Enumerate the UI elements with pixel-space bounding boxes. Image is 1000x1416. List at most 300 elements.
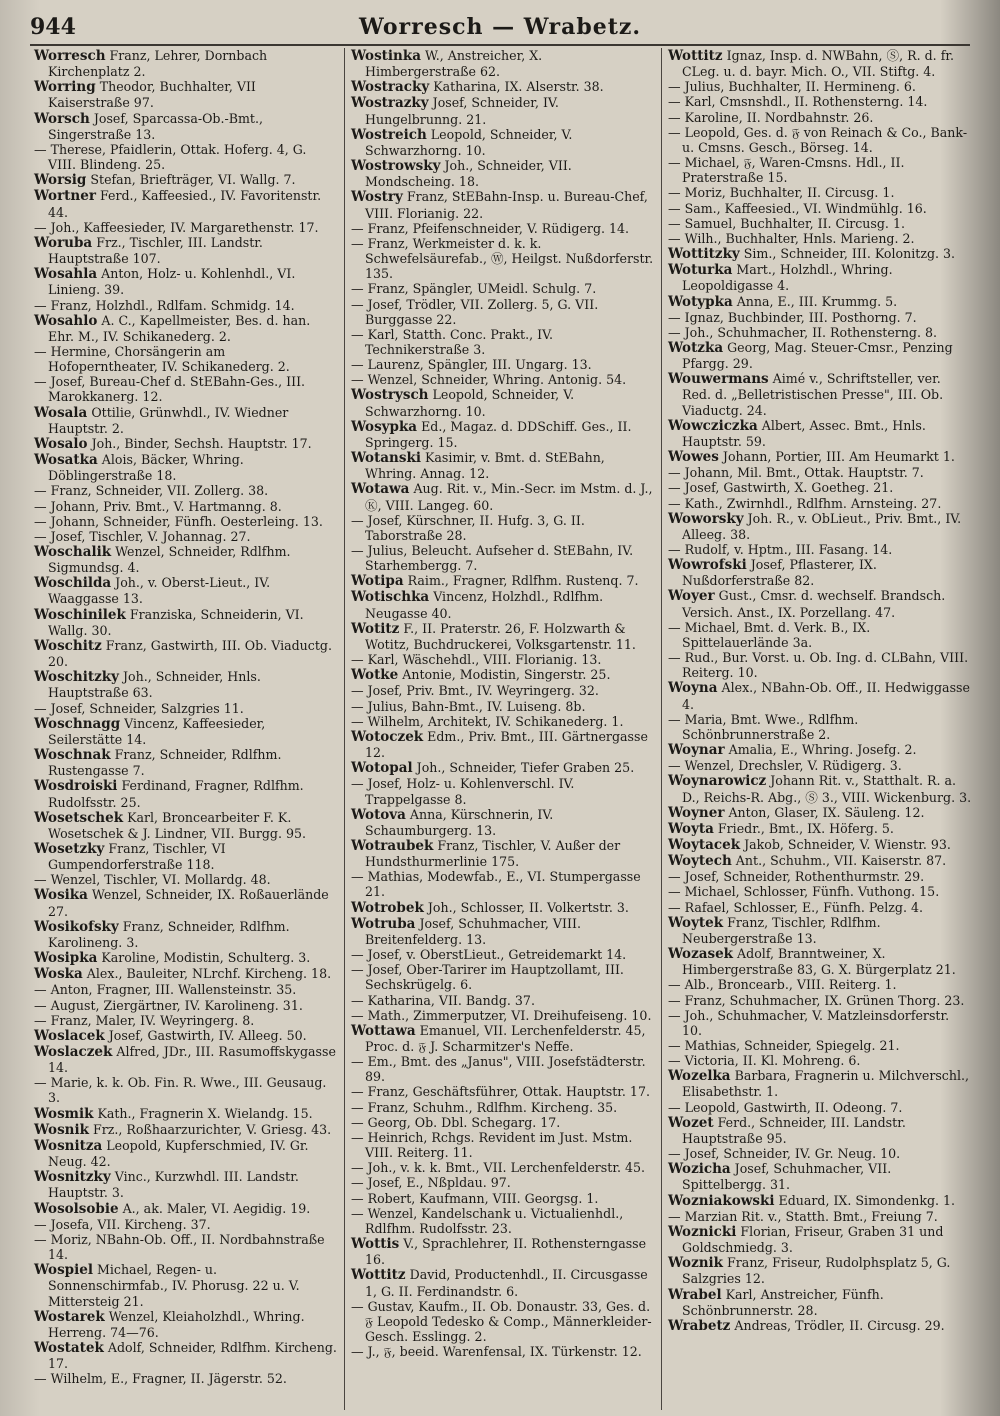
directory-entry [668,231,972,246]
entry-surname: Wotypka [668,293,733,310]
entry-details: — Wilh., Buchhalter, Hnls. Marieng. 2. [668,230,915,246]
directory-entry [668,201,972,216]
entry-details: Florian, Friseur, Graben 31 und Goldschmiedg. 3. [682,1223,944,1256]
entry-surname: Wotischka [351,589,430,606]
entry-details: — Moriz, NBahn-Ob. Off., II. Nordbahnstraße 14. [34,1231,325,1263]
entry-details: — Josef, Schneider, Salzgries 11. [34,700,244,716]
directory-entry [351,916,655,947]
directory-entry [34,79,338,110]
directory-entry [668,1209,972,1224]
entry-details: — Mathias, Modewfab., E., VI. Stumpergasse 21. [351,869,641,900]
directory-entry [351,189,655,220]
directory-entry [668,993,972,1008]
entry-details: — Marie, k. k. Ob. Fin. R. Wwe., III. Geusaug. 3. [34,1075,327,1106]
directory-entry [34,1169,338,1200]
entry-details: — Franz, Schneider, VII. Zollerg. 38. [34,483,269,499]
directory-entry [34,1340,338,1371]
directory-entry [34,919,338,950]
directory-entry [668,1318,972,1334]
entry-details: — Georg, Ob. Dbl. Schegarg. 17. [351,1114,561,1130]
directory-entry [34,701,338,716]
entry-details: Alois, Bäcker, Whring. Döblingerstraße 18. [48,452,244,484]
directory-entry [668,1255,972,1286]
entry-surname: Wottitzky [668,246,740,263]
entry-details: — Franz, Geschäftsführer, Ottak. Hauptstr. 17. [351,1084,650,1100]
entry-details: Ferdinand, Fragner, Rdlfhm. Rudolfsstr. 25. [48,778,304,810]
directory-entry [668,94,972,109]
directory-entry [668,185,972,200]
entry-details: Anton, Holz- u. Kohlenhdl., VI. Linieng. 39. [48,266,296,298]
entry-surname: Wotipa [351,573,404,590]
entry-details: Amalia, E., Whring. Josefg. 2. [728,742,917,758]
entry-details: — Math., Zimmerputzer, VI. Dreihufeiseng. 10. [351,1007,652,1023]
entry-details: Vincenz, Holzhdl., Rdlfhm. Neugasse 40. [365,589,604,621]
directory-entry [668,449,972,465]
directory-entry [351,236,655,281]
directory-entry [34,607,338,638]
directory-entry [34,529,338,544]
entry-details: A. C., Kapellmeister, Bes. d. han. Ehr. M., IV. Schikanederg. 2. [48,312,311,344]
entry-surname: Wostrazky [351,95,429,112]
entry-details: Franz, Schneider, Rdlfhm. Karolineng. 3. [48,918,290,950]
entry-details: — Wilhelm, E., Fragner, II. Jägerstr. 52. [34,1371,287,1387]
entry-details: — Michael, Bmt. d. Verk. B., IX. Spittelauerlände 3a. [668,619,871,650]
entry-details: — Johann, Priv. Bmt., V. Hartmanng. 8. [34,498,282,514]
entry-details: — Rafael, Schlosser, E., Fünfh. Pelzg. 4. [668,899,924,915]
entry-details: — Robert, Kaufmann, VIII. Georgsg. 1. [351,1190,599,1206]
directory-entry [668,125,972,155]
directory-entry [351,221,655,236]
entry-details: Eduard, IX. Simondenkg. 1. [778,1192,956,1208]
directory-entry [351,158,655,189]
entry-surname: Wotopal [351,760,413,777]
entry-details: — J., 𝔉, beeid. Warenfensal, IX. Türkenstr. 12. [351,1344,642,1360]
entry-surname: Wosika [34,887,88,904]
entry-details: Ferd., Schneider, III. Landstr. Hauptstraße 95. [682,1114,906,1146]
directory-entry [668,884,972,899]
entry-details: Johann Rit. v., Statthalt. R. a. D., Reichs-R. Abg., Ⓢ 3., VIII. Wickenburg. 3. [682,773,972,805]
entry-surname: Wotanski [351,450,421,467]
entry-details: Wenzel, Kleiaholzhdl., Whring. Herreng. 74—76. [48,1308,305,1340]
entry-surname: Wrabel [668,1286,722,1303]
entry-details: Georg, Mag. Steuer-Cmsr., Penzing Pfargg. 29. [682,339,953,372]
entry-details: — Josefa, VII. Kircheng. 37. [34,1216,211,1232]
entry-details: — Wilhelm, Architekt, IV. Schikanederg. 1. [351,713,624,729]
entry-details: — Josef, Ober-Tarirer im Hauptzollamt, III. Sechskrügelg. 6. [351,962,624,993]
entry-details: Wenzel, Schneider, IX. Roßauerlände 27. [48,887,329,919]
entry-surname: Wowrofski [668,557,747,574]
entry-details: — Karl, Wäschehdl., VIII. Florianig. 13. [351,652,602,668]
directory-entry [34,950,338,966]
entry-details: — Josef, Priv. Bmt., IV. Weyringerg. 32. [351,683,599,699]
entry-details: — Josef, Bureau-Chef d. StEBahn-Ges., III. Marokkanerg. 12. [34,374,306,405]
entry-surname: Woytacek [668,836,741,853]
directory-entry [34,1262,338,1308]
entry-details: Joh., v. Oberst-Lieut., IV. Waaggasse 13. [48,575,271,607]
directory-entry [351,683,655,698]
entry-details: — Franz, Schuhmacher, IX. Grünen Thorg. 23. [668,992,965,1008]
directory-entry [668,310,972,325]
entry-details: Josef, Gastwirth, IV. Alleeg. 50. [108,1027,307,1043]
entry-details: Friedr., Bmt., IX. Höferg. 5. [717,820,894,836]
entry-surname: Wottitz [351,1267,406,1284]
directory-entry [34,1138,338,1169]
directory-entry [34,747,338,778]
entry-surname: Woworsky [668,510,744,527]
entry-details: Anna, E., III. Krummg. 5. [736,293,898,309]
directory-entry [668,773,972,804]
entry-details: Franziska, Schneiderin, VI. Wallg. 30. [48,606,304,638]
directory-entry [34,1122,338,1138]
directory-entry [34,1075,338,1105]
directory-entry [351,573,655,589]
directory-entry [668,1053,972,1068]
entry-details: — Gustav, Kaufm., II. Ob. Donaustr. 33, Ges. d. 𝔉 Leopold Tedesko & Comp., Männerkleider-Gesch. Esslingg. 2. [351,1298,652,1344]
directory-entry [34,966,338,982]
entry-details: — Leopold, Ges. d. 𝔉 von Reinach & Co., Bank- u. Cmsns. Gesch., Börseg. 14. [668,124,968,155]
directory-entry [668,758,972,773]
directory-entry [34,111,338,142]
entry-surname: Woynar [668,742,725,759]
entry-details: — Josef, Schneider, IV. Gr. Neug. 10. [668,1146,901,1162]
entry-surname: Woslaczek [34,1044,113,1060]
entry-details: — Johann, Mil. Bmt., Ottak. Hauptstr. 7. [668,465,924,481]
directory-columns [28,48,978,1410]
entry-surname: Wotova [351,806,406,823]
entry-surname: Wostrysch [351,387,429,404]
entry-details: — Rudolf, v. Hptm., III. Fasang. 14. [668,542,893,557]
entry-surname: Woruba [34,234,93,251]
entry-details: — Franz, Spängler, UMeidl. Schulg. 7. [351,281,597,297]
entry-surname: Woschnak [34,747,111,764]
directory-entry [34,1028,338,1044]
entry-details: — Karl, Cmsnshdl., II. Rothensterng. 14. [668,94,928,110]
entry-details: — Joh., v. k. k. Bmt., VII. Lerchenfelderstr. 45. [351,1160,646,1176]
entry-surname: Wrabetz [668,1317,731,1334]
directory-entry [34,313,338,344]
directory-entry [34,1201,338,1217]
entry-details: Frz., Roßhaarzurichter, V. Griesg. 43. [92,1121,332,1137]
entry-details: — Joh., Kaffeesieder, IV. Margarethenstr. 17. [34,219,319,235]
entry-surname: Woska [34,966,83,983]
entry-details: Johann, Portier, III. Am Heumarkt 1. [722,449,955,465]
directory-entry [668,110,972,125]
entry-details: Leopold, Kupferschmied, IV. Gr. Neug. 42. [48,1137,309,1170]
directory-entry [668,869,972,884]
entry-surname: Wosypka [351,418,418,435]
directory-entry [351,1115,655,1130]
directory-entry [351,357,655,372]
running-head: Worresch — Wrabetz. [358,14,642,40]
directory-entry [34,716,338,747]
entry-details: Aimé v., Schriftsteller, ver. Red. d. „Belletristischen Presse", III. Ob. Viaductg. 24. [682,371,944,418]
column-3 [661,48,978,1410]
directory-entry [34,499,338,514]
directory-entry [668,216,972,231]
entry-details: — Joh., Schuhmacher, V. Matzleinsdorferstr. 10. [668,1007,950,1038]
directory-entry [668,340,972,371]
directory-entry [668,915,972,946]
directory-entry [34,266,338,297]
directory-entry [351,481,655,512]
directory-entry [668,837,972,853]
directory-entry [351,838,655,869]
entry-surname: Woslacek [34,1027,105,1044]
entry-surname: Wosnitza [34,1137,103,1154]
entry-details: — Maria, Bmt. Wwe., Rdlfhm. Schönbrunnerstraße 2. [668,711,859,742]
entry-details: — Karl, Statth. Conc. Prakt., IV. Technikerstraße 3. [351,326,553,357]
directory-entry [668,977,972,992]
entry-surname: Wozniakowski [668,1192,775,1209]
directory-entry [668,1224,972,1255]
directory-entry [668,1068,972,1099]
entry-details: Karl, Broncearbeiter F. K. Wosetschek & J. Lindner, VII. Burgg. 95. [48,809,307,841]
entry-surname: Woznicki [668,1223,737,1240]
directory-entry [351,652,655,667]
directory-entry [351,543,655,573]
entry-details: Leopold, Schneider, V. Schwarzhorng. 10. [365,126,573,158]
directory-entry [34,810,338,841]
entry-surname: Wowcziczka [668,417,758,434]
entry-surname: Wosetschek [34,809,124,826]
directory-entry [34,872,338,887]
directory-entry [668,1038,972,1053]
directory-entry [351,1175,655,1190]
entry-details: — Wenzel, Drechsler, V. Rüdigerg. 3. [668,758,902,774]
directory-entry [351,621,655,652]
entry-details: Sim., Schneider, III. Kolonitzg. 3. [743,246,956,262]
directory-entry [668,805,972,821]
entry-surname: Wottawa [351,1022,416,1039]
directory-entry [34,235,338,266]
entry-details: Joh., Schlosser, II. Volkertstr. 3. [427,899,629,915]
entry-details: Alex., Bauleiter, NLrchf. Kircheng. 18. [86,966,332,982]
entry-details: Ant., Schuhm., VII. Kaiserstr. 87. [735,853,947,869]
entry-details: Anna, Kürschnerin, IV. Schaumburgerg. 13. [365,806,554,838]
directory-entry [34,1309,338,1340]
directory-entry [668,465,972,480]
entry-details: Edm., Priv. Bmt., III. Gärtnergasse 12. [365,728,648,761]
entry-details: — Julius, Bahn-Bmt., IV. Luiseng. 8b. [351,698,586,714]
directory-entry [34,1013,338,1028]
directory-entry [34,778,338,809]
directory-entry [351,1299,655,1344]
entry-details: Joh., Schneider, Hnls. Hauptstraße 63. [48,669,261,701]
entry-details: — Julius, Beleucht. Aufseher d. StEBahn, IV. Starhembergg. 7. [351,543,634,574]
directory-entry [351,419,655,450]
entry-details: W., Anstreicher, X. Himbergerstraße 62. [365,48,543,80]
entry-surname: Wosahlo [34,312,98,329]
directory-entry [668,511,972,542]
directory-entry [34,1217,338,1232]
directory-entry [351,48,655,79]
directory-entry [34,638,338,669]
entry-details: Andreas, Trödler, II. Circusg. 29. [734,1317,945,1333]
directory-entry [34,405,338,436]
entry-details: Raim., Fragner, Rdlfhm. Rustenq. 7. [407,573,639,589]
entry-surname: Wortner [34,188,96,205]
directory-entry [668,1146,972,1161]
entry-details: Wenzel, Schneider, Rdlfhm. Sigmundsg. 4. [48,544,291,576]
entry-details: Michael, Regen- u. Sonnenschirmfab., IV. Phorusg. 22 u. V. Mittersteig 21. [48,1262,300,1309]
entry-details: — Franz, Werkmeister d. k. k. Schwefelsäurefab., Ⓦ, Heilgst. Nußdorferstr. 135. [351,235,654,282]
directory-entry [351,667,655,683]
directory-entry [351,993,655,1008]
entry-surname: Wotitz [351,620,400,637]
entry-details: — Wenzel, Schneider, Whring. Antonig. 54. [351,372,627,388]
directory-entry [351,947,655,962]
entry-details: Franz, Tischler, VI Gumpendorferstraße 118. [48,840,226,873]
entry-details: Barbara, Fragnerin u. Milchverschl., Elisabethstr. 1. [682,1068,970,1100]
entry-details: — Moriz, Buchhalter, II. Circusg. 1. [668,185,895,201]
directory-entry [351,387,655,418]
directory-entry [668,294,972,310]
directory-entry [351,1054,655,1084]
directory-entry [668,496,972,511]
entry-surname: Wosdroiski [34,778,118,795]
directory-entry [351,1008,655,1023]
directory-entry [351,807,655,838]
entry-surname: Woyta [668,820,714,837]
entry-surname: Worsig [34,172,87,189]
directory-entry [34,483,338,498]
directory-entry [351,900,655,916]
page-number: 944 [30,14,76,40]
entry-surname: Wosahla [34,266,98,283]
entry-surname: Woyer [668,588,715,605]
directory-entry [351,1236,655,1267]
entry-details: — Victoria, II. Kl. Mohreng. 6. [668,1053,861,1069]
entry-details: Adolf, Branntweiner, X. Himbergerstraße 83, G. X. Bürgerplatz 21. [682,946,956,978]
directory-entry [351,1344,655,1359]
entry-details: — Katharina, VII. Bandg. 37. [351,992,535,1008]
directory-entry [351,450,655,481]
entry-details: — Joh., Schuhmacher, II. Rothensterng. 8. [668,324,938,340]
entry-surname: Wouwermans [668,371,769,388]
directory-entry [351,95,655,126]
entry-details: Ferd., Kaffeesied., IV. Favoritenstr. 44. [48,188,322,220]
entry-details: Jakob, Schneider, V. Wienstr. 93. [744,836,951,852]
entry-details: Joh., Schneider, Tiefer Graben 25. [416,760,635,776]
directory-entry [668,1008,972,1038]
entry-surname: Woschitz [34,637,102,654]
entry-details: — Josef, Holz- u. Kohlenverschl. IV. Trappelgasse 8. [351,776,575,807]
directory-entry [351,776,655,806]
entry-details: Franz, StEBahn-Insp. u. Bureau-Chef, VIII. Florianig. 22. [365,189,648,221]
directory-entry [34,575,338,606]
directory-entry [34,374,338,404]
entry-details: Joh., Schneider, VII. Mondscheing. 18. [365,158,572,190]
entry-details: Kasimir, v. Bmt. d. StEBahn, Whring. Annag. 12. [365,450,605,482]
entry-surname: Woschitzky [34,669,119,686]
entry-details: — Josef, v. OberstLieut., Getreidemarkt 14. [351,947,627,963]
directory-entry [668,371,972,417]
directory-entry [34,344,338,374]
entry-surname: Wostreich [351,126,427,143]
directory-entry [668,1193,972,1209]
directory-entry [34,669,338,700]
entry-details: F., II. Praterstr. 26, F. Holzwarth & Wotitz, Buchdruckerei, Volksgartenstr. 11. [365,620,636,652]
entry-surname: Wotruba [351,915,416,932]
entry-details: — Ignaz, Buchbinder, III. Posthorng. 7. [668,309,917,325]
directory-entry [668,1115,972,1146]
entry-details: Leopold, Schneider, V. Schwarzhorng. 10. [365,387,575,419]
entry-details: Gust., Cmsr. d. wechself. Brandsch. Versich. Anst., IX. Porzellang. 47. [682,588,946,620]
entry-surname: Wosnitzky [34,1169,111,1186]
directory-entry [351,1130,655,1160]
entry-details: — Kath., Zwirnhdl., Rdlfhm. Arnsteing. 27. [668,495,942,511]
entry-surname: Woynarowicz [668,773,767,790]
entry-details: Vinc., Kurzwhdl. III. Landstr. Hauptstr. 3. [48,1169,299,1201]
directory-entry [34,188,338,219]
entry-surname: Wottitz [668,48,723,64]
entry-details: Karl, Anstreicher, Fünfh. Schönbrunnerstr. 28. [682,1286,884,1318]
entry-surname: Wotawa [351,481,410,498]
entry-details: Franz, Tischler, Rdlfhm. Neubergerstraße 13. [682,914,881,946]
entry-details: Theodor, Buchhalter, VII Kaiserstraße 97. [48,79,256,111]
directory-entry [668,853,972,869]
entry-details: Frz., Tischler, III. Landstr. Hauptstraße 107. [48,234,263,267]
directory-entry [351,1100,655,1115]
entry-surname: Wostinka [351,48,421,64]
directory-entry [668,557,972,588]
entry-surname: Wosetzky [34,840,105,857]
directory-entry [668,1161,972,1192]
entry-details: — Leopold, Gastwirth, II. Odeong. 7. [668,1099,903,1115]
entry-details: Josef, Schuhmacher, VII. Spittelbergg. 31. [682,1161,892,1193]
entry-details: — Wenzel, Tischler, VI. Mollardg. 48. [34,872,271,888]
entry-details: Franz, Friseur, Rudolphsplatz 5, G. Salzgries 12. [682,1255,951,1287]
entry-surname: Woyna [668,680,718,697]
entry-details: Franz, Tischler, V. Außer der Hundsthurmerlinie 175. [365,837,621,870]
entry-surname: Wottis [351,1236,400,1253]
entry-details: — Franz, Holzhdl., Rdlfam. Schmidg. 14. [34,297,295,313]
entry-surname: Woschinilek [34,606,126,623]
directory-entry [668,79,972,94]
entry-details: — Julius, Buchhalter, II. Hermineng. 6. [668,79,916,95]
entry-details: — August, Ziergärtner, IV. Karolineng. 31. [34,997,303,1013]
directory-entry [668,262,972,293]
entry-surname: Wostrowsky [351,158,441,175]
entry-details: Katharina, IX. Alserstr. 38. [433,79,604,95]
directory-entry [668,821,972,837]
entry-surname: Wostracky [351,79,430,96]
entry-details: Ottilie, Grünwhdl., IV. Wiedner Hauptstr. 2. [48,404,289,436]
directory-entry [351,1206,655,1236]
column-2 [344,48,661,1410]
entry-details: — Therese, Pfaidlerin, Ottak. Hoferg. 4, G. VIII. Blindeng. 25. [34,141,307,173]
entry-details: — Wenzel, Kandelschank u. Victualienhdl., Rdlfhm. Rudolfsstr. 23. [351,1205,624,1236]
directory-entry [351,699,655,714]
entry-details: — Sam., Kaffeesied., VI. Windmühlg. 16. [668,200,927,216]
entry-details: Anton, Glaser, IX. Säuleng. 12. [728,804,925,820]
entry-details: — Heinrich, Rchgs. Revident im Just. Mstm. VIII. Reiterg. 11. [351,1129,633,1161]
directory-entry [34,841,338,872]
entry-details: Joh., Binder, Sechsh. Hauptstr. 17. [91,435,312,451]
entry-surname: Wosipka [34,950,98,967]
directory-entry [668,742,972,758]
entry-details: — Franz, Maler, IV. Weyringerg. 8. [34,1012,255,1028]
entry-surname: Woschilda [34,575,112,592]
entry-surname: Woschalik [34,544,112,560]
entry-details: Adolf, Schneider, Rdlfhm. Kircheng. 17. [48,1339,337,1372]
directory-entry [668,1100,972,1115]
entry-details: — Anton, Fragner, III. Wallensteinstr. 35. [34,982,297,998]
directory-entry [34,982,338,997]
entry-surname: Wosala [34,404,88,421]
directory-entry [34,142,338,172]
entry-details: — Josef, E., Nßpldau. 97. [351,1175,511,1191]
